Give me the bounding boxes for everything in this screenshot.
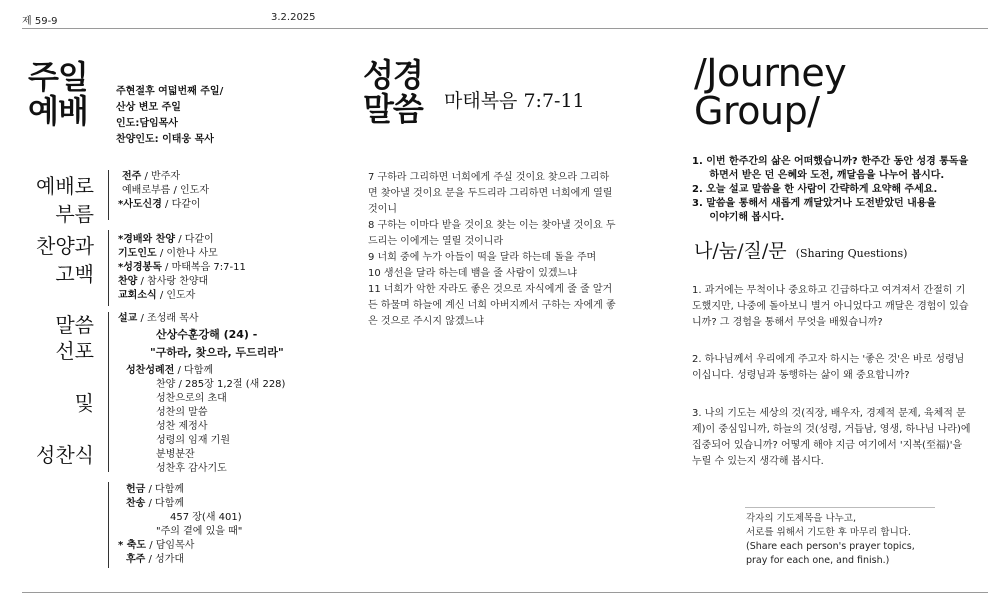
section-title-praise: [22, 232, 94, 288]
intro-question-line: 3. 말씀을 통해서 새롭게 깨달았거나 도전받았던 내용을: [692, 198, 937, 209]
section-title-spacer: [22, 416, 94, 442]
verse-line: 8 구하는 이마다 받을 것이요 찾는 이는 찾아낼 것이요 두: [368, 220, 616, 231]
communion-label: 성찬성례전: [126, 365, 175, 376]
order-item-label: 헌금: [126, 484, 146, 495]
section-title-sermon: [22, 312, 94, 468]
sharing-question-3: [692, 406, 992, 470]
journey-title-line1: /Journey: [694, 51, 847, 95]
communion-list: [156, 378, 285, 476]
sharing-question-line: 집중되어 있습니까? 어떻게 해야 지금 여기에서 '지복(至福)'을: [692, 440, 963, 451]
scripture-reference: 마태복음 7:7-11: [444, 90, 585, 112]
communion-item: 성찬으로의 초대: [156, 393, 227, 404]
sharing-title: 나/눔/질/문: [694, 240, 787, 262]
order-item-detail: / 담임목사: [146, 540, 195, 551]
order-item-label: 교회소식: [118, 290, 157, 301]
verse-line: 9 너희 중에 누가 아들이 떡을 달라 하는데 돌을 주며: [368, 252, 597, 263]
section-title-line: 고백: [55, 262, 94, 286]
closing-note-line: 각자의 기도제목을 나누고,: [746, 513, 857, 524]
order-item-label: 예배로부름 / 인도자: [122, 185, 210, 196]
order-item-label: * 축도: [118, 540, 147, 551]
order-item-detail: / 참사랑 찬양대: [137, 276, 209, 287]
sharing-question-1: [692, 283, 992, 331]
sermon-label: 설교: [118, 313, 138, 324]
sharing-question-line: 니까? 그 경험을 통해서 무엇을 배웠습니까?: [692, 317, 883, 328]
top-divider: [22, 28, 988, 29]
section-title-spacer: [22, 364, 94, 390]
worship-subtitle-line: 인도:담임목사: [116, 118, 178, 129]
worship-subtitle-line: 주현절후 여덟번째 주일/: [116, 86, 224, 97]
closing-note-line: (Share each person's prayer topics,: [746, 541, 915, 552]
section-title-line: 찬양과: [36, 234, 94, 258]
order-item: "주의 곁에 있을 때": [156, 526, 243, 537]
order-item-label: 전주: [122, 171, 142, 182]
verse-line: 7 구하라 그리하면 너희에게 주실 것이요 찾으라 그리하: [368, 172, 610, 183]
closing-note-rule: [745, 507, 935, 508]
worship-title-line1: 주일: [28, 58, 88, 96]
sharing-question-2: [692, 352, 992, 384]
order-item: [118, 247, 246, 261]
verse-line: 10 생선을 달라 하는데 뱀을 줄 사람이 있겠느냐: [368, 268, 577, 279]
order-item: [118, 289, 246, 303]
intro-question-line: 1. 이번 한주간의 삶은 어떠했습니까? 한주간 동안 성경 통독을: [692, 156, 969, 167]
order-item-detail: / 다같이: [175, 234, 214, 245]
order-item: 457 장(새 401): [170, 512, 242, 523]
order-item-detail: / 반주자: [141, 171, 181, 182]
journey-title: [694, 51, 847, 133]
sermon-preacher: / 조성래 목사: [137, 313, 199, 324]
section-title-line: 선포: [55, 339, 94, 363]
sermon-title: 산상수훈강해 (24) -: [156, 328, 258, 341]
issue-date: 3.2.2025: [271, 12, 316, 23]
order-item: [118, 483, 242, 497]
sermon-subtitle: "구하라, 찾으라, 두드리라": [150, 346, 284, 359]
sharing-heading: [694, 236, 907, 263]
sharing-question-line: 3. 나의 기도는 세상의 것(직장, 배우자, 경제적 문제, 육체적 문: [692, 408, 966, 419]
section-title-line: 성찬식: [36, 443, 94, 467]
communion-item: 성찬후 감사기도: [156, 463, 227, 474]
section-items-call-to-worship: [118, 170, 209, 212]
verse-line: 11 너희가 악한 자라도 좋은 것으로 자식에게 줄 줄 알거: [368, 284, 613, 295]
order-item-detail: / 다함께: [145, 498, 185, 509]
order-item: [118, 539, 242, 553]
section-title-line: 및: [74, 391, 94, 415]
intro-question-line: 이야기해 봅시다.: [692, 212, 785, 223]
order-item: [118, 198, 209, 212]
verse-line: 것이니: [368, 204, 397, 215]
section-divider: [108, 312, 109, 472]
verse-line: 면 찾아낼 것이요 문을 두드리라 그리하면 너희에게 열릴: [368, 188, 613, 199]
order-item: [118, 275, 246, 289]
order-item-label: 기도인도: [118, 248, 157, 259]
closing-note-line: pray for each one, and finish.): [746, 555, 890, 566]
intro-questions: [692, 155, 992, 225]
order-item: [118, 170, 209, 184]
order-item-detail: / 이한나 사모: [156, 248, 218, 259]
sharing-question-line: 도했지만, 나중에 돌아보니 별거 아니었다고 깨달은 경험이 있습: [692, 301, 969, 312]
journey-title-line2: Group/: [694, 89, 820, 133]
sharing-question-line: 제)이 중심입니까, 하늘의 것(성령, 거듭남, 영생, 하나님 나라)에: [692, 424, 971, 435]
order-item: [118, 261, 246, 275]
order-item-label: *사도신경: [118, 199, 162, 210]
sharing-question-line: 2. 하나님께서 우리에게 주고자 하시는 '좋은 것'은 바로 성령님: [692, 354, 965, 365]
worship-subtitle-line: 찬양인도: 이태웅 목사: [116, 134, 214, 145]
communion-item: 성령의 임재 기원: [156, 435, 230, 446]
order-item: [118, 184, 209, 198]
order-item-detail: / 다함께: [145, 484, 185, 495]
section-divider: [108, 230, 109, 306]
scripture-title-line1: 성경: [363, 56, 423, 94]
order-item: [118, 497, 242, 511]
intro-question-line: 하면서 받은 던 은혜와 도전, 깨달음을 나누어 봅시다.: [692, 170, 945, 181]
order-item-label: 찬송: [126, 498, 146, 509]
closing-items: [118, 483, 242, 567]
section-title-line: 예배로: [36, 174, 94, 198]
order-item-label: *성경봉독: [118, 262, 162, 273]
verse-line: 은 것으로 주시지 않겠느냐: [368, 316, 484, 327]
section-title-call-to-worship: [22, 172, 94, 228]
order-item-detail: / 마태복음 7:7-11: [161, 262, 246, 273]
verse-line: 든 하물며 하늘에 계신 너희 아버지께서 구하는 자에게 좋: [368, 300, 616, 311]
communion-item: 찬양 / 285장 1,2절 (새 228): [156, 379, 286, 390]
communion-item: 분병분잔: [156, 449, 195, 460]
bottom-divider: [22, 592, 988, 593]
section-divider: [108, 170, 109, 220]
worship-title-line2: 예배: [28, 92, 88, 130]
communion-item: 성찬의 말씀: [156, 407, 208, 418]
scripture-title: [363, 58, 423, 126]
section-items-praise: [118, 233, 246, 303]
order-item-label: 후주: [126, 554, 146, 565]
order-item-label: *경배와 찬양: [118, 234, 176, 245]
order-item-detail: / 다같이: [161, 199, 201, 210]
order-item-label: 찬양: [118, 276, 138, 287]
sharing-question-line: 1. 과거에는 무척이나 중요하고 긴급하다고 여겨져서 간절히 기: [692, 285, 966, 296]
closing-note-line: 서로를 위해서 기도한 후 마무리 합니다.: [746, 527, 911, 538]
sharing-question-line: 누릴 수 있는지 생각해 봅시다.: [692, 456, 824, 467]
section-title-line: 말씀: [55, 313, 94, 337]
intro-question-line: 2. 오늘 설교 말씀을 한 사람이 간략하게 요약해 주세요.: [692, 184, 938, 195]
section-title-line: 부름: [55, 202, 94, 226]
issue-number: 제 59-9: [22, 16, 58, 27]
communion-line: [126, 364, 213, 378]
scripture-verses: [368, 170, 658, 330]
order-item: [118, 233, 246, 247]
order-item-detail: / 인도자: [156, 290, 196, 301]
communion-item: 성찬 제정사: [156, 421, 208, 432]
worship-subtitle-line: 산상 변모 주일: [116, 102, 181, 113]
closing-divider: [108, 482, 109, 568]
scripture-title-line2: 말씀: [363, 90, 423, 128]
order-item-detail: / 성가대: [145, 554, 185, 565]
verse-line: 드리는 이에게는 열릴 것이니라: [368, 236, 504, 247]
sermon-line: [118, 312, 199, 326]
sharing-question-line: 이십니다. 성령님과 동행하는 삶이 왜 중요합니까?: [692, 370, 910, 381]
sharing-title-en: (Sharing Questions): [795, 247, 908, 260]
worship-title: [28, 60, 88, 128]
closing-note: [746, 512, 915, 568]
order-item: [118, 553, 242, 567]
communion-leader: / 다함께: [174, 365, 214, 376]
worship-subtitle: [116, 84, 223, 148]
